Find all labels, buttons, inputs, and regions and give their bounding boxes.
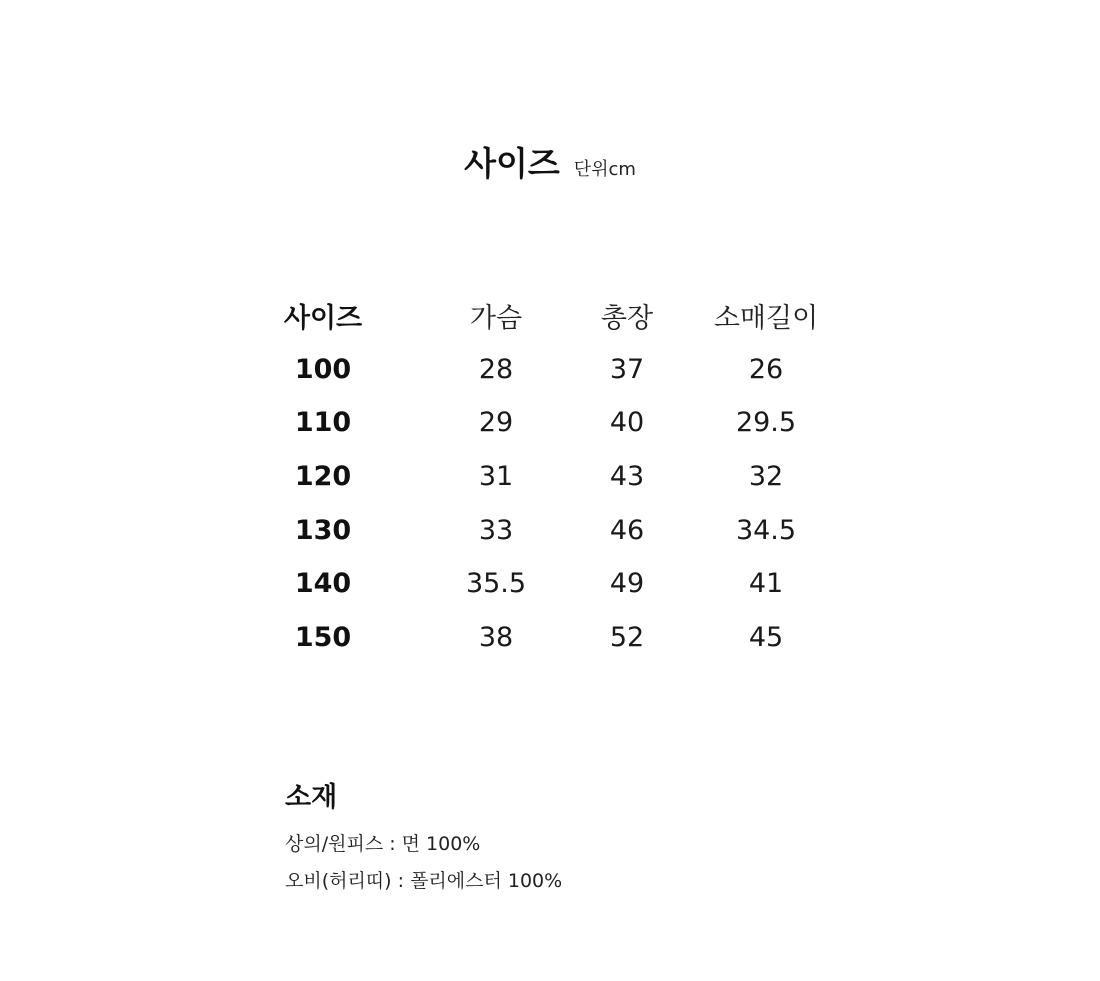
sleeve-cell: 32	[748, 461, 784, 493]
size-cell: 140	[294, 568, 352, 600]
chest-cell: 35.5	[465, 568, 527, 600]
length-cell: 37	[609, 353, 645, 385]
table-row	[240, 450, 864, 504]
material-line-top: 상의/원피스 : 면 100%	[285, 833, 481, 855]
material-section	[285, 780, 562, 900]
chest-cell: 28	[478, 353, 514, 385]
table-row	[240, 396, 864, 450]
sleeve-cell: 29.5	[735, 407, 797, 439]
size-chart-table	[240, 289, 864, 664]
length-cell: 43	[609, 461, 645, 493]
sleeve-cell: 41	[748, 568, 784, 600]
sleeve-cell: 26	[748, 353, 784, 385]
length-cell: 40	[609, 407, 645, 439]
column-header-chest: 가슴	[469, 303, 523, 335]
table-header-row	[240, 289, 864, 343]
length-cell: 49	[609, 568, 645, 600]
material-title: 소재	[285, 782, 338, 813]
chest-cell: 29	[478, 407, 514, 439]
size-cell: 120	[294, 461, 352, 493]
chest-cell: 31	[478, 461, 514, 493]
sleeve-cell: 34.5	[735, 514, 797, 546]
length-cell: 52	[609, 621, 645, 653]
page-title: 사이즈	[464, 144, 560, 183]
column-header-size: 사이즈	[283, 303, 363, 335]
table-row	[240, 503, 864, 557]
column-header-sleeve: 소매길이	[713, 303, 819, 335]
table-row	[240, 611, 864, 665]
table-row	[240, 343, 864, 397]
size-cell: 130	[294, 514, 352, 546]
sleeve-cell: 45	[748, 621, 784, 653]
size-cell: 150	[294, 621, 352, 653]
page-header	[0, 138, 1100, 185]
material-line-belt: 오비(허리띠) : 폴리에스터 100%	[285, 870, 563, 892]
chest-cell: 38	[478, 621, 514, 653]
size-cell: 100	[294, 353, 352, 385]
size-cell: 110	[294, 407, 352, 439]
chest-cell: 33	[478, 514, 514, 546]
unit-label: 단위cm	[573, 159, 636, 180]
table-row	[240, 557, 864, 611]
column-header-length: 총장	[600, 303, 654, 335]
length-cell: 46	[609, 514, 645, 546]
